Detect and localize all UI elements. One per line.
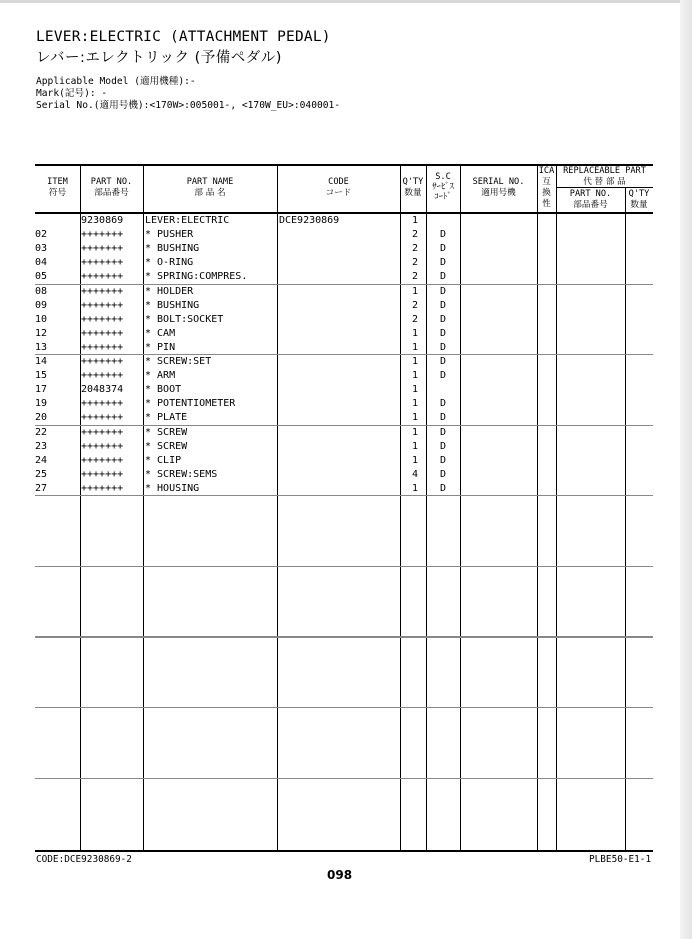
cell-service-code: D — [440, 356, 447, 367]
cell-service-code: D — [440, 327, 447, 339]
cell-item: 12 — [35, 327, 48, 339]
table-row — [35, 313, 653, 327]
header-repl-qty-en: Q'TY — [628, 189, 650, 199]
cell-part-no: +++++++ — [81, 257, 124, 269]
header-part-no-en: PART NO. — [90, 177, 133, 187]
header-ica-3: 換 — [542, 188, 551, 198]
header-ica-2: 互 — [542, 177, 551, 187]
header-part-name-en: PART NAME — [186, 177, 234, 187]
cell-part-no: +++++++ — [81, 398, 124, 410]
cell-service-code: D — [440, 440, 447, 452]
cell-qty: 2 — [411, 257, 419, 269]
header-ica-1: ICA — [538, 166, 555, 176]
cell-part-no: +++++++ — [81, 327, 124, 339]
header-sc-2: ｻｰﾋﾞｽ — [432, 182, 454, 192]
cell-qty: 1 — [411, 440, 419, 452]
cell-part-name: * PIN — [145, 341, 176, 353]
cell-item: 02 — [35, 229, 48, 241]
table-row — [35, 426, 653, 440]
header-replaceable-jp: 代 替 部 品 — [583, 176, 626, 187]
table-row — [35, 299, 653, 313]
cell-part-name: * SPRING:COMPRES. — [145, 271, 248, 283]
cell-part-name: * BUSHING — [145, 243, 200, 255]
header-item-jp: 符号 — [48, 188, 67, 198]
cell-service-code: D — [440, 454, 447, 466]
cell-code: DCE9230869 — [279, 215, 340, 226]
cell-service-code: D — [440, 271, 447, 283]
group-separator — [35, 778, 653, 779]
header-repl-qty — [625, 189, 653, 211]
cell-service-code: D — [440, 370, 447, 382]
cell-item: 23 — [35, 440, 48, 452]
table-row — [35, 440, 653, 454]
header-repl-part-no-en: PART NO. — [569, 189, 612, 199]
table-bottom-border — [35, 850, 653, 852]
footer-reference: PLBE50-E1-1 — [589, 854, 652, 865]
cell-item: 20 — [35, 412, 48, 424]
header-part-name-jp: 部 品 名 — [194, 188, 226, 198]
cell-qty: 1 — [411, 426, 419, 438]
cell-part-no: +++++++ — [81, 468, 124, 480]
cell-item: 04 — [35, 257, 48, 269]
cell-part-no: +++++++ — [81, 299, 124, 311]
table-row — [35, 355, 653, 369]
cell-qty: 2 — [411, 271, 419, 283]
table-row — [35, 256, 653, 270]
header-qty-en: Q'TY — [402, 177, 424, 187]
cell-service-code: D — [440, 243, 447, 255]
cell-qty: 1 — [411, 327, 419, 339]
cell-item: 10 — [35, 313, 48, 325]
header-ica-4: 性 — [542, 199, 551, 209]
cell-part-no: +++++++ — [81, 440, 124, 452]
cell-qty: 1 — [411, 356, 419, 367]
cell-part-name: * BOLT:SOCKET — [145, 313, 224, 325]
cell-item: 15 — [35, 370, 48, 382]
cell-part-name: * CLIP — [145, 454, 182, 466]
cell-part-no: +++++++ — [81, 341, 124, 353]
cell-part-name: * POTENTIOMETER — [145, 398, 236, 410]
cell-part-no: +++++++ — [81, 285, 124, 297]
header-serial-jp: 適用号機 — [481, 188, 516, 198]
table-row — [35, 341, 653, 355]
table-row — [35, 242, 653, 256]
cell-qty: 1 — [411, 215, 419, 226]
cell-part-no: +++++++ — [81, 229, 124, 241]
cell-item: 08 — [35, 285, 48, 297]
header-qty-jp: 数量 — [404, 188, 422, 198]
table-row — [35, 468, 653, 482]
cell-part-name: * CAM — [145, 327, 176, 339]
header-part-name — [143, 177, 277, 199]
group-separator — [35, 707, 653, 708]
header-replaceable — [556, 166, 653, 187]
cell-qty: 2 — [411, 313, 419, 325]
cell-part-name: * PUSHER — [145, 229, 194, 241]
table-row — [35, 397, 653, 411]
cell-item: 25 — [35, 468, 48, 480]
header-ica — [537, 166, 556, 210]
cell-service-code: D — [440, 257, 447, 269]
page-number: 098 — [327, 868, 353, 882]
cell-service-code: D — [440, 285, 447, 297]
cell-service-code: D — [440, 229, 447, 241]
cell-part-no: +++++++ — [81, 454, 124, 466]
header-repl-qty-jp: 数量 — [630, 200, 648, 210]
table-row — [35, 411, 653, 425]
title-english: LEVER:ELECTRIC (ATTACHMENT PEDAL) — [36, 29, 331, 45]
table-row — [35, 285, 653, 299]
header-serial-en: SERIAL NO. — [472, 177, 525, 187]
table-row — [35, 454, 653, 468]
cell-item: 05 — [35, 271, 48, 283]
cell-qty: 1 — [411, 482, 419, 494]
cell-service-code: D — [440, 412, 447, 424]
table-row — [35, 327, 653, 341]
header-part-no — [80, 177, 143, 199]
cell-item: 27 — [35, 482, 48, 494]
cell-qty: 1 — [411, 398, 419, 410]
cell-qty: 1 — [411, 285, 419, 297]
cell-item: 14 — [35, 356, 48, 367]
cell-qty: 1 — [411, 454, 419, 466]
mark: Mark(記号): - — [36, 88, 108, 99]
cell-item: 19 — [35, 398, 48, 410]
cell-part-name: * ARM — [145, 370, 176, 382]
cell-service-code: D — [440, 313, 447, 325]
header-code — [277, 177, 400, 199]
cell-qty: 2 — [411, 229, 419, 241]
cell-part-no: +++++++ — [81, 356, 124, 367]
cell-service-code: D — [440, 426, 447, 438]
cell-service-code: D — [440, 482, 447, 494]
cell-part-name: * SCREW:SET — [145, 356, 212, 367]
header-code-en: CODE — [328, 177, 349, 187]
applicable-model: Applicable Model (適用機種):- — [36, 76, 196, 87]
cell-qty: 1 — [411, 370, 419, 382]
header-serial-no — [460, 177, 537, 199]
title-japanese: レバー:エレクトリック (予備ペダル) — [36, 50, 282, 66]
table-row — [35, 369, 653, 383]
cell-item: 09 — [35, 299, 48, 311]
header-code-jp: コード — [325, 188, 352, 198]
cell-item: 22 — [35, 426, 48, 438]
table-row — [35, 270, 653, 284]
table-row — [35, 482, 653, 496]
cell-qty: 1 — [411, 384, 419, 396]
cell-part-name: * HOLDER — [145, 285, 194, 297]
serial-number: Serial No.(適用号機):<170W>:005001-, <170W_EU>:040001- — [36, 100, 341, 111]
cell-part-no: 9230869 — [81, 215, 124, 226]
cell-item: 03 — [35, 243, 48, 255]
page-right-edge — [680, 0, 692, 939]
cell-part-no: 2048374 — [81, 384, 124, 396]
cell-part-no: +++++++ — [81, 271, 124, 283]
header-replaceable-en: REPLACEABLE PART — [563, 166, 646, 176]
header-service-code — [426, 172, 460, 202]
cell-part-no: +++++++ — [81, 412, 124, 424]
cell-qty: 1 — [411, 412, 419, 424]
cell-service-code: D — [440, 299, 447, 311]
group-separator — [35, 566, 653, 567]
cell-item: 24 — [35, 454, 48, 466]
cell-part-name: * SCREW — [145, 440, 188, 452]
header-sc-1: S.C — [435, 172, 451, 182]
cell-part-name: * SCREW — [145, 426, 188, 438]
header-repl-part-no-jp: 部品番号 — [573, 200, 608, 210]
replaceable-subheader-line — [556, 187, 653, 188]
cell-item: 13 — [35, 341, 48, 353]
cell-part-no: +++++++ — [81, 313, 124, 325]
cell-service-code: D — [440, 468, 447, 480]
cell-item: 17 — [35, 384, 48, 396]
cell-part-no: +++++++ — [81, 482, 124, 494]
cell-part-name: * BUSHING — [145, 299, 200, 311]
cell-part-name: * O-RING — [145, 257, 194, 269]
header-part-no-jp: 部品番号 — [94, 188, 129, 198]
header-repl-part-no — [556, 189, 625, 211]
cell-part-no: +++++++ — [81, 370, 124, 382]
cell-service-code: D — [440, 341, 447, 353]
footer-code: CODE:DCE9230869-2 — [36, 854, 132, 865]
header-item — [35, 177, 80, 199]
cell-qty: 2 — [411, 299, 419, 311]
cell-part-name: * PLATE — [145, 412, 188, 424]
cell-part-name: * BOOT — [145, 384, 182, 396]
table-row — [35, 228, 653, 242]
cell-part-name: * SCREW:SEMS — [145, 468, 218, 480]
cell-part-no: +++++++ — [81, 243, 124, 255]
cell-qty: 2 — [411, 243, 419, 255]
cell-part-name: * HOUSING — [145, 482, 200, 494]
table-row — [35, 214, 653, 228]
cell-qty: 1 — [411, 341, 419, 353]
table-row — [35, 383, 653, 397]
header-qty — [400, 177, 426, 199]
header-item-en: ITEM — [47, 177, 68, 187]
group-separator — [35, 636, 653, 638]
cell-service-code: D — [440, 398, 447, 410]
header-sc-3: ｺｰﾄﾞ — [434, 192, 452, 202]
page-top-edge — [0, 0, 692, 3]
cell-part-name: LEVER:ELECTRIC — [145, 215, 230, 226]
cell-part-no: +++++++ — [81, 426, 124, 438]
cell-qty: 4 — [411, 468, 419, 480]
